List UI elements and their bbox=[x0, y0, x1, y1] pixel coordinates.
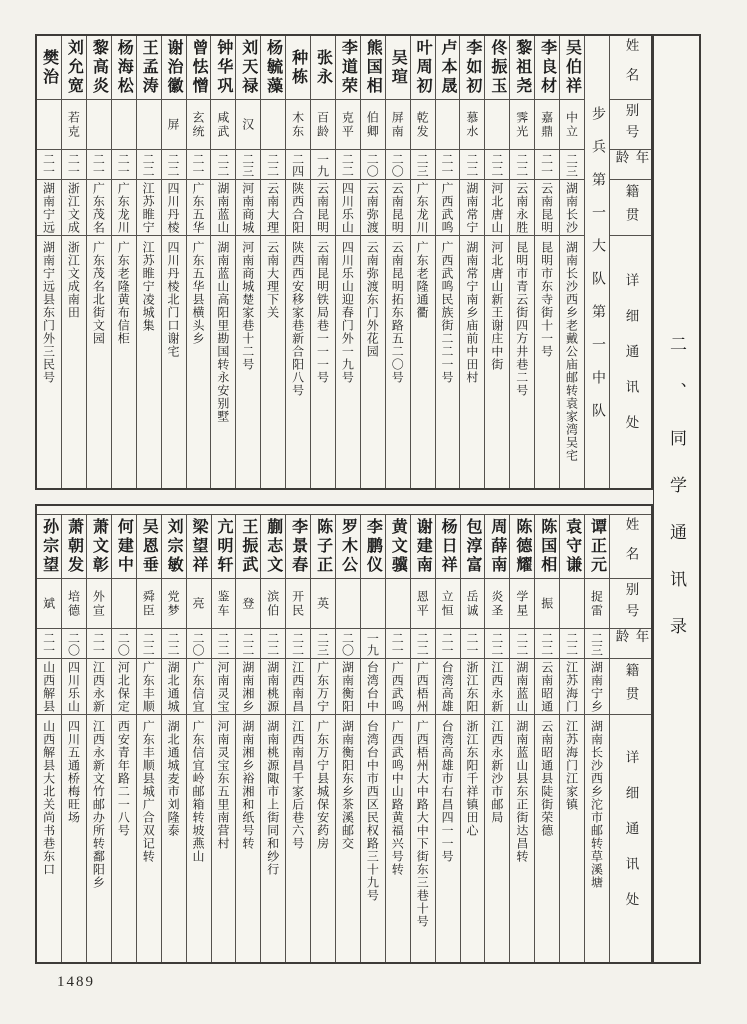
entry-origin: 山西解县 bbox=[37, 659, 61, 715]
entry-age: 二三 bbox=[560, 150, 584, 180]
entry-address: 河南灵宝东五里南营村 bbox=[215, 720, 230, 850]
entry-column bbox=[385, 515, 410, 962]
entry-address: 河北唐山新王谢庄中街 bbox=[489, 241, 504, 371]
entry-address: 四川五通桥梅旺场 bbox=[66, 720, 81, 824]
entry-address: 广东老隆通衢 bbox=[415, 241, 430, 319]
unit-label: 步兵第一大队第一中队 bbox=[590, 106, 605, 436]
spacer-row bbox=[37, 506, 651, 515]
entry-column bbox=[61, 36, 86, 488]
entry-address: 湖南宁远县东门外三民号 bbox=[41, 241, 56, 384]
entry-name: 亢明轩 bbox=[212, 515, 236, 579]
entry-address: 广东信宜岭邮箱转坡燕山 bbox=[191, 720, 206, 863]
page-number: 1489 bbox=[57, 974, 95, 990]
entry-address: 湖南蓝山高阳里勘国转永安别墅 bbox=[215, 241, 230, 423]
entry-address: 广西梧州大中路大中下街东三巷十号 bbox=[415, 720, 430, 928]
entry-origin: 云南大理 bbox=[261, 180, 285, 236]
entry-alias: 英 bbox=[311, 579, 335, 629]
entry-origin: 云南昆明 bbox=[535, 180, 559, 236]
entry-alias: 若克 bbox=[62, 100, 86, 150]
entry-address: 四川乐山迎春门外一九号 bbox=[340, 241, 355, 384]
entry-origin: 河南灵宝 bbox=[212, 659, 236, 715]
entry-age: 二二 bbox=[261, 629, 285, 659]
entry-origin: 广东万宁 bbox=[311, 659, 335, 715]
entry-column bbox=[509, 36, 534, 488]
entry-alias bbox=[336, 579, 360, 629]
entry-column bbox=[484, 515, 509, 962]
entry-column bbox=[559, 36, 584, 488]
header-alias: 别号 bbox=[610, 579, 651, 629]
entry-name: 刘宗敏 bbox=[162, 515, 186, 579]
entry-alias: 汉 bbox=[236, 100, 260, 150]
entry-column bbox=[111, 36, 136, 488]
entry-column bbox=[285, 36, 310, 488]
entry-name: 包淳富 bbox=[461, 515, 485, 579]
entry-age: 二〇 bbox=[336, 629, 360, 659]
entry-address: 云南昭通县陡街荣德 bbox=[539, 720, 554, 837]
entry-address: 江西永新文竹邮办所转鄱阳乡 bbox=[91, 720, 106, 889]
entry-name: 杨海松 bbox=[112, 36, 136, 100]
entry-alias bbox=[386, 579, 410, 629]
entry-name: 陈子正 bbox=[311, 515, 335, 579]
entry-alias: 克平 bbox=[336, 100, 360, 150]
entry-address: 广西武鸣中山路黄福兴号转 bbox=[390, 720, 405, 876]
entry-name: 谭正元 bbox=[585, 515, 609, 579]
entry-origin: 广东信宜 bbox=[187, 659, 211, 715]
entry-column bbox=[211, 515, 236, 962]
entry-column bbox=[584, 515, 609, 962]
page-title: 二、同学通讯录 bbox=[667, 334, 686, 664]
entry-address: 台湾高雄市右昌四一一号 bbox=[440, 720, 455, 863]
unit-label-column bbox=[584, 36, 609, 488]
entry-alias: 炎圣 bbox=[485, 579, 509, 629]
entry-age: 二三 bbox=[236, 150, 260, 180]
entry-name: 杨毓藻 bbox=[261, 36, 285, 100]
entry-column bbox=[435, 36, 460, 488]
entry-alias: 玄统 bbox=[187, 100, 211, 150]
entry-column bbox=[484, 36, 509, 488]
entry-age: 二二 bbox=[485, 629, 509, 659]
entry-age: 二二 bbox=[137, 629, 161, 659]
entry-alias: 咸武 bbox=[211, 100, 235, 150]
entry-alias bbox=[485, 100, 509, 150]
entry-origin: 云南昭通 bbox=[535, 659, 559, 715]
entry-name: 卢本晟 bbox=[436, 36, 460, 100]
entry-origin: 云南弥渡 bbox=[361, 180, 385, 236]
entry-age: 二一 bbox=[436, 150, 460, 180]
entry-alias: 亮 bbox=[187, 579, 211, 629]
header-name: 姓名 bbox=[610, 36, 651, 100]
entry-column bbox=[559, 515, 584, 962]
entry-origin: 浙江东阳 bbox=[461, 659, 485, 715]
entry-column bbox=[534, 515, 559, 962]
entry-origin: 台湾台中 bbox=[361, 659, 385, 715]
entry-alias: 舜臣 bbox=[137, 579, 161, 629]
entry-alias bbox=[361, 579, 385, 629]
header-age: 年龄 bbox=[610, 629, 651, 659]
entry-address: 湖南常宁南乡庙前中田村 bbox=[464, 241, 479, 384]
entry-name: 李如初 bbox=[460, 36, 484, 100]
entry-alias bbox=[560, 579, 584, 629]
entry-name: 佟振玉 bbox=[485, 36, 509, 100]
entry-alias: 捉雷 bbox=[585, 579, 609, 629]
entry-name: 黎祖尧 bbox=[510, 36, 534, 100]
entry-alias: 屏 bbox=[162, 100, 186, 150]
entry-name: 何建中 bbox=[112, 515, 136, 579]
entry-age: 二二 bbox=[162, 150, 186, 180]
entry-name: 吴伯祥 bbox=[560, 36, 584, 100]
entry-address: 浙江东阳千祥镇田心 bbox=[465, 720, 480, 837]
entry-alias: 百龄 bbox=[311, 100, 335, 150]
entry-alias: 外宣 bbox=[87, 579, 111, 629]
entry-origin: 云南昆明 bbox=[311, 180, 335, 236]
entry-column bbox=[410, 515, 435, 962]
entry-origin: 广西武鸣 bbox=[436, 180, 460, 236]
entry-age: 二二 bbox=[485, 150, 509, 180]
entry-address: 江西永新沙市邮局 bbox=[489, 720, 504, 824]
entry-age: 二三 bbox=[585, 629, 609, 659]
entry-address: 西安青年路二一八号 bbox=[116, 720, 131, 837]
entry-name: 杨日祥 bbox=[436, 515, 460, 579]
entry-name: 张永 bbox=[311, 36, 335, 100]
entry-origin: 陕西合阳 bbox=[286, 180, 310, 236]
entry-name: 李景春 bbox=[286, 515, 310, 579]
entry-origin: 广东龙川 bbox=[112, 180, 136, 236]
entry-address: 云南大理下关 bbox=[265, 241, 280, 319]
entry-origin: 江西南昌 bbox=[286, 659, 310, 715]
entry-name: 王孟涛 bbox=[137, 36, 161, 100]
entry-origin: 河北保定 bbox=[112, 659, 136, 715]
entry-origin: 广东龙川 bbox=[411, 180, 435, 236]
entry-origin: 广东五华 bbox=[187, 180, 211, 236]
entry-address: 广东万宁县城保安药房 bbox=[315, 720, 330, 850]
entry-name: 吴恩垂 bbox=[137, 515, 161, 579]
entry-name: 谢建南 bbox=[411, 515, 435, 579]
entry-age: 二一 bbox=[535, 150, 559, 180]
entry-column bbox=[360, 36, 385, 488]
entry-address: 湖南衡阳东乡茶溪邮交 bbox=[340, 720, 355, 850]
entry-column bbox=[335, 515, 360, 962]
entry-alias bbox=[87, 100, 111, 150]
entry-origin: 江西永新 bbox=[87, 659, 111, 715]
entry-alias: 屏南 bbox=[386, 100, 410, 150]
header-name: 姓名 bbox=[610, 515, 651, 579]
entry-alias: 滨伯 bbox=[261, 579, 285, 629]
entry-column bbox=[136, 36, 161, 488]
entry-age: 二一 bbox=[187, 150, 211, 180]
entry-address: 江苏睢宁凌城集 bbox=[141, 241, 156, 332]
entry-age: 一九 bbox=[361, 629, 385, 659]
entry-origin: 广东丰顺 bbox=[137, 659, 161, 715]
entry-address: 陕西西安移家巷新合阳八号 bbox=[290, 241, 305, 397]
entry-name: 袁守谦 bbox=[560, 515, 584, 579]
header-alias: 别号 bbox=[610, 100, 651, 150]
entry-origin: 四川乐山 bbox=[336, 180, 360, 236]
entry-column bbox=[235, 515, 260, 962]
entry-origin: 浙江文成 bbox=[62, 180, 86, 236]
entry-origin: 广西武鸣 bbox=[386, 659, 410, 715]
entry-name: 王振武 bbox=[236, 515, 260, 579]
entry-age: 二一 bbox=[461, 629, 485, 659]
entry-age: 二二 bbox=[535, 629, 559, 659]
entry-address: 江苏海门江家镇 bbox=[564, 720, 579, 811]
entry-name: 陈国相 bbox=[535, 515, 559, 579]
entry-address: 湖南长沙西乡老戴公庙邮转袁家湾吴宅 bbox=[564, 241, 579, 462]
entry-address: 湖南蓝山县东正街达昌转 bbox=[514, 720, 529, 863]
header-column bbox=[609, 515, 651, 962]
entry-origin: 广东茂名 bbox=[87, 180, 111, 236]
entry-address: 河南商城楚家巷十二号 bbox=[240, 241, 255, 371]
entry-address: 广东茂名北街文园 bbox=[91, 241, 106, 345]
entry-age: 二三 bbox=[311, 629, 335, 659]
roster-table-bottom bbox=[35, 504, 653, 964]
entry-origin: 河北唐山 bbox=[485, 180, 509, 236]
entry-origin: 江西永新 bbox=[485, 659, 509, 715]
entry-origin: 四川乐山 bbox=[62, 659, 86, 715]
entry-alias: 嘉鼎 bbox=[535, 100, 559, 150]
roster-table-bottom-columns bbox=[37, 515, 651, 962]
entry-column bbox=[186, 515, 211, 962]
entry-age: 二〇 bbox=[112, 629, 136, 659]
entry-column bbox=[86, 36, 111, 488]
entry-address: 湖北通城麦市刘隆泰 bbox=[166, 720, 181, 837]
entry-alias: 木东 bbox=[286, 100, 310, 150]
entry-name: 梁望祥 bbox=[187, 515, 211, 579]
entry-name: 钟华巩 bbox=[211, 36, 235, 100]
entry-column bbox=[509, 515, 534, 962]
entry-age: 二二 bbox=[212, 629, 236, 659]
chapter-title-strip bbox=[653, 34, 701, 964]
entry-age: 二二 bbox=[460, 150, 484, 180]
entry-column bbox=[410, 36, 435, 488]
entry-alias: 振 bbox=[535, 579, 559, 629]
entry-name: 刘天禄 bbox=[236, 36, 260, 100]
entry-age: 二三 bbox=[411, 150, 435, 180]
entry-address: 台湾台中市西区民权路三十九号 bbox=[365, 720, 380, 902]
entry-age: 二〇 bbox=[187, 629, 211, 659]
entry-age: 二二 bbox=[560, 629, 584, 659]
entry-origin: 湖南宁远 bbox=[37, 180, 61, 236]
entry-address: 浙江文成南田 bbox=[66, 241, 81, 319]
entry-column bbox=[136, 515, 161, 962]
entry-age: 二二 bbox=[411, 629, 435, 659]
entry-address: 江西南昌千家后巷六号 bbox=[290, 720, 305, 850]
entry-alias bbox=[37, 100, 61, 150]
entry-column bbox=[61, 515, 86, 962]
header-origin: 籍贯 bbox=[610, 180, 651, 236]
entry-alias: 恩平 bbox=[411, 579, 435, 629]
entry-name: 黄文骥 bbox=[386, 515, 410, 579]
entry-column bbox=[186, 36, 211, 488]
entry-age: 二一 bbox=[87, 150, 111, 180]
header-origin: 籍贯 bbox=[610, 659, 651, 715]
entry-address: 昆明市东寺街十一号 bbox=[539, 241, 554, 358]
entry-origin: 河南商城 bbox=[236, 180, 260, 236]
header-age: 年龄 bbox=[610, 150, 651, 180]
entry-alias: 斌 bbox=[37, 579, 61, 629]
entry-alias bbox=[261, 100, 285, 150]
entry-address: 湖南湘乡裕湘和纸号转 bbox=[240, 720, 255, 850]
entry-age: 二一 bbox=[37, 150, 61, 180]
entry-address: 昆明市青云街四方井巷二号 bbox=[514, 241, 529, 397]
entry-origin: 湖北通城 bbox=[162, 659, 186, 715]
entry-column bbox=[310, 36, 335, 488]
entry-age: 二二 bbox=[236, 629, 260, 659]
entry-alias: 乾发 bbox=[411, 100, 435, 150]
entry-age: 二二 bbox=[261, 150, 285, 180]
entry-age: 二〇 bbox=[386, 150, 410, 180]
entry-name: 刘允宽 bbox=[62, 36, 86, 100]
entry-origin: 湖南长沙 bbox=[560, 180, 584, 236]
entry-name: 叶周初 bbox=[411, 36, 435, 100]
entry-age: 二二 bbox=[286, 629, 310, 659]
entry-age: 二二 bbox=[336, 150, 360, 180]
entry-address: 湖南桃源陬市上街同和纱行 bbox=[265, 720, 280, 876]
header-address: 详细通讯处 bbox=[623, 273, 639, 451]
entry-name: 孙宗望 bbox=[37, 515, 61, 579]
entry-name: 陈德耀 bbox=[510, 515, 534, 579]
entry-origin: 江苏海门 bbox=[560, 659, 584, 715]
entry-alias: 学星 bbox=[510, 579, 534, 629]
header-column bbox=[609, 36, 651, 488]
entry-origin: 云南永胜 bbox=[510, 180, 534, 236]
entry-column bbox=[285, 515, 310, 962]
entry-origin: 广西梧州 bbox=[411, 659, 435, 715]
entry-alias: 霁光 bbox=[510, 100, 534, 150]
entry-column bbox=[161, 36, 186, 488]
entry-address: 湖南长沙西乡沱市邮转草溪塘 bbox=[589, 720, 604, 889]
entry-origin: 湖南宁乡 bbox=[585, 659, 609, 715]
entry-alias: 立恒 bbox=[436, 579, 460, 629]
entry-age: 二一 bbox=[37, 629, 61, 659]
entry-column bbox=[534, 36, 559, 488]
entry-column bbox=[111, 515, 136, 962]
entry-alias: 培德 bbox=[62, 579, 86, 629]
entry-alias: 伯卿 bbox=[361, 100, 385, 150]
entry-address: 云南昆明铁局巷一一一号 bbox=[315, 241, 330, 384]
entry-age: 二二 bbox=[162, 629, 186, 659]
entry-column bbox=[260, 36, 285, 488]
entry-alias: 登 bbox=[236, 579, 260, 629]
entry-age: 二一 bbox=[112, 150, 136, 180]
entry-name: 蒯志文 bbox=[261, 515, 285, 579]
entry-age: 二一 bbox=[62, 150, 86, 180]
directory-page bbox=[35, 34, 703, 964]
entry-address: 广东老隆黄布信柜 bbox=[116, 241, 131, 345]
entry-origin: 台湾高雄 bbox=[436, 659, 460, 715]
entry-alias: 党梦 bbox=[162, 579, 186, 629]
roster-table-top bbox=[35, 34, 653, 490]
entry-name: 黎高炎 bbox=[87, 36, 111, 100]
entry-alias bbox=[436, 100, 460, 150]
entry-column bbox=[310, 515, 335, 962]
entry-name: 罗木公 bbox=[336, 515, 360, 579]
entry-age: 二一 bbox=[436, 629, 460, 659]
entry-age: 二二 bbox=[137, 150, 161, 180]
entry-age: 二二 bbox=[510, 629, 534, 659]
entry-age: 二二 bbox=[211, 150, 235, 180]
entry-address: 山西解县大北关尚书巷东口 bbox=[41, 720, 56, 876]
entry-column bbox=[360, 515, 385, 962]
entry-address: 广西武鸣民族街二二一号 bbox=[440, 241, 455, 384]
entry-name: 曾怯憎 bbox=[187, 36, 211, 100]
entry-column bbox=[86, 515, 111, 962]
entry-name: 萧文彰 bbox=[87, 515, 111, 579]
entry-age: 二一 bbox=[386, 629, 410, 659]
entry-name: 谢治徽 bbox=[162, 36, 186, 100]
entry-name: 李良材 bbox=[535, 36, 559, 100]
entry-age: 二一 bbox=[87, 629, 111, 659]
entry-origin: 湖南蓝山 bbox=[510, 659, 534, 715]
entry-name: 熊国相 bbox=[361, 36, 385, 100]
entry-name: 李道荣 bbox=[336, 36, 360, 100]
entry-address: 广东丰顺县城广合双记转 bbox=[141, 720, 156, 863]
entry-origin: 湖南湘乡 bbox=[236, 659, 260, 715]
entry-age: 二二 bbox=[510, 150, 534, 180]
entry-name: 吴瑄 bbox=[386, 36, 410, 100]
entry-alias: 开民 bbox=[286, 579, 310, 629]
entry-column bbox=[260, 515, 285, 962]
entry-alias bbox=[112, 579, 136, 629]
entry-column bbox=[385, 36, 410, 488]
entry-origin: 湖南蓝山 bbox=[211, 180, 235, 236]
entry-name: 种栋 bbox=[286, 36, 310, 100]
entry-name: 周薛南 bbox=[485, 515, 509, 579]
entry-column bbox=[460, 515, 485, 962]
entry-origin: 湖南桃源 bbox=[261, 659, 285, 715]
entry-alias bbox=[137, 100, 161, 150]
entry-age: 二四 bbox=[286, 150, 310, 180]
entry-alias: 岳诚 bbox=[461, 579, 485, 629]
tables-area bbox=[35, 34, 653, 964]
entry-column bbox=[210, 36, 235, 488]
entry-column bbox=[161, 515, 186, 962]
entry-alias: 慕水 bbox=[460, 100, 484, 150]
entry-name: 萧朝发 bbox=[62, 515, 86, 579]
entry-origin: 湖南衡阳 bbox=[336, 659, 360, 715]
header-address: 详细通讯处 bbox=[623, 749, 639, 928]
entry-origin: 云南昆明 bbox=[386, 180, 410, 236]
entry-column bbox=[37, 515, 61, 962]
entry-alias bbox=[112, 100, 136, 150]
entry-name: 李鹏仪 bbox=[361, 515, 385, 579]
entry-age: 二〇 bbox=[361, 150, 385, 180]
entry-column bbox=[435, 515, 460, 962]
entry-name: 樊治 bbox=[37, 36, 61, 100]
entry-age: 二〇 bbox=[62, 629, 86, 659]
entry-origin: 江苏睢宁 bbox=[137, 180, 161, 236]
entry-origin: 四川丹棱 bbox=[162, 180, 186, 236]
entry-alias: 中立 bbox=[560, 100, 584, 150]
entry-age: 一九 bbox=[311, 150, 335, 180]
entry-column bbox=[37, 36, 61, 488]
roster-table-top-columns bbox=[37, 36, 651, 488]
entry-alias: 鉴车 bbox=[212, 579, 236, 629]
entry-column bbox=[459, 36, 484, 488]
entry-address: 云南弥渡东门外花园 bbox=[365, 241, 380, 358]
entry-column bbox=[335, 36, 360, 488]
entry-address: 广东五华县横头乡 bbox=[190, 241, 205, 345]
entry-address: 云南昆明拓东路五二〇号 bbox=[390, 241, 405, 384]
entry-column bbox=[235, 36, 260, 488]
entry-origin: 湖南常宁 bbox=[460, 180, 484, 236]
entry-address: 四川丹棱北门口谢宅 bbox=[166, 241, 181, 358]
